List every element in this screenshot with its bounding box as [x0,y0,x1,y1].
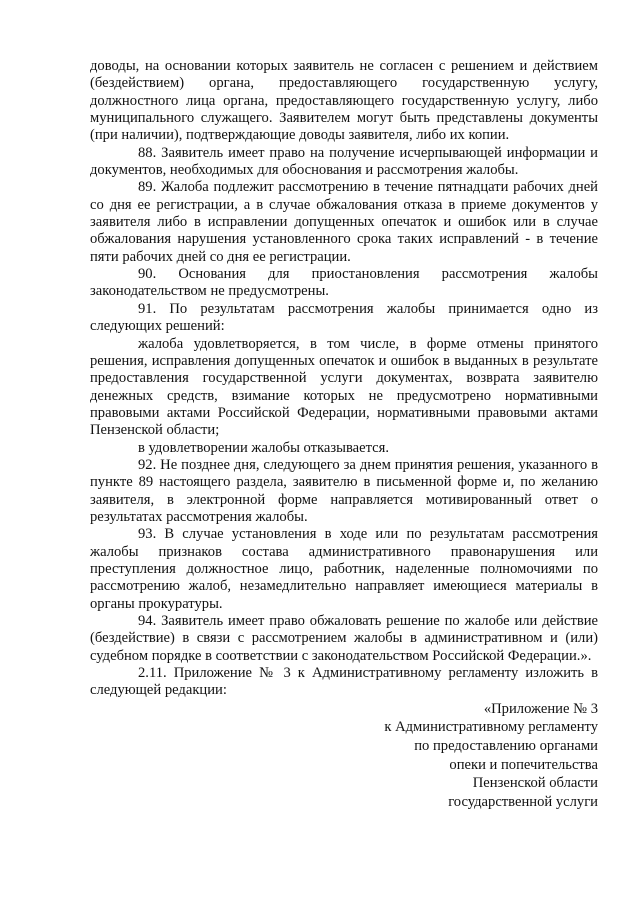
appendix-line: опеки и попечительства [449,756,598,773]
paragraph-94: 94. Заявитель имеет право обжаловать решение по жалобе или действие (бездействие) в связи с рассмотрением жалобы в административном и (или) судебном порядке в соответствии с законодательством Российской Федерации.». [90,613,598,664]
paragraph-92: 92. Не позднее дня, следующего за днем принятия решения, указанного в пункте 89 настоящего раздела, заявителю в письменной форме и, по желанию заявителя, в электронной форме направляется мотивированный ответ о результатах рассмотрения жалобы. [90,456,598,525]
paragraph-continuation: доводы, на основании которых заявитель не согласен с решением и действием (бездействием) органа, предоставляющего государственную услугу, должностного лица органа, предоставляющего государственную услугу, либо муниципального служащего. Заявителем могут быть представлены документы (при наличии), подтверждающие доводы заявителя, либо их копии. [90,58,598,144]
paragraph-90: 90. Основания для приостановления рассмотрения жалобы законодательством не предусмотрены. [90,266,598,300]
paragraph-89: 89. Жалоба подлежит рассмотрению в течение пятнадцати рабочих дней со дня ее регистрации, а в случае обжалования отказа в приеме документов у заявителя либо в исправлении допущенных опечаток и ошибок или в случае обжалования нарушения установленного срока таких исправлений - в течение пяти рабочих дней со дня ее регистрации. [90,179,598,265]
appendix-line: к Административному регламенту [384,719,598,736]
paragraph-93: 93. В случае установления в ходе или по результатам рассмотрения жалобы признаков состава административного правонарушения или преступления должностное лицо, работник, наделенные полномочиями по рассмотрению жалоб, незамедлительно направляет имеющиеся материалы в органы прокуратуры. [90,526,598,612]
appendix-heading [90,700,598,812]
appendix-line: «Приложение № 3 [483,700,598,717]
paragraph-2-11: 2.11. Приложение № 3 к Административному регламенту изложить в следующей редакции: [90,665,598,699]
paragraph-88: 88. Заявитель имеет право на получение исчерпывающей информации и документов, необходимых для обоснования и рассмотрения жалобы. [90,144,598,179]
body-text [90,58,598,700]
paragraph-91: 91. По результатам рассмотрения жалобы принимается одно из следующих решений: [90,300,598,335]
appendix-line: государственной услуги [448,793,598,810]
appendix-line: по предоставлению органами [414,737,598,754]
paragraph-91-option-2: в удовлетворении жалобы отказывается. [138,439,390,456]
appendix-line: Пензенской области [472,775,598,792]
paragraph-91-option-1: жалоба удовлетворяется, в том числе, в форме отмены принятого решения, исправления допущенных опечаток и ошибок в выданных в результате предоставления государственной услуги документах, возврата заявителю денежных средств, взимание которых не предусмотрено нормативными правовыми актами Российской Федерации, нормативными правовыми актами Пензенской области; [90,335,598,439]
